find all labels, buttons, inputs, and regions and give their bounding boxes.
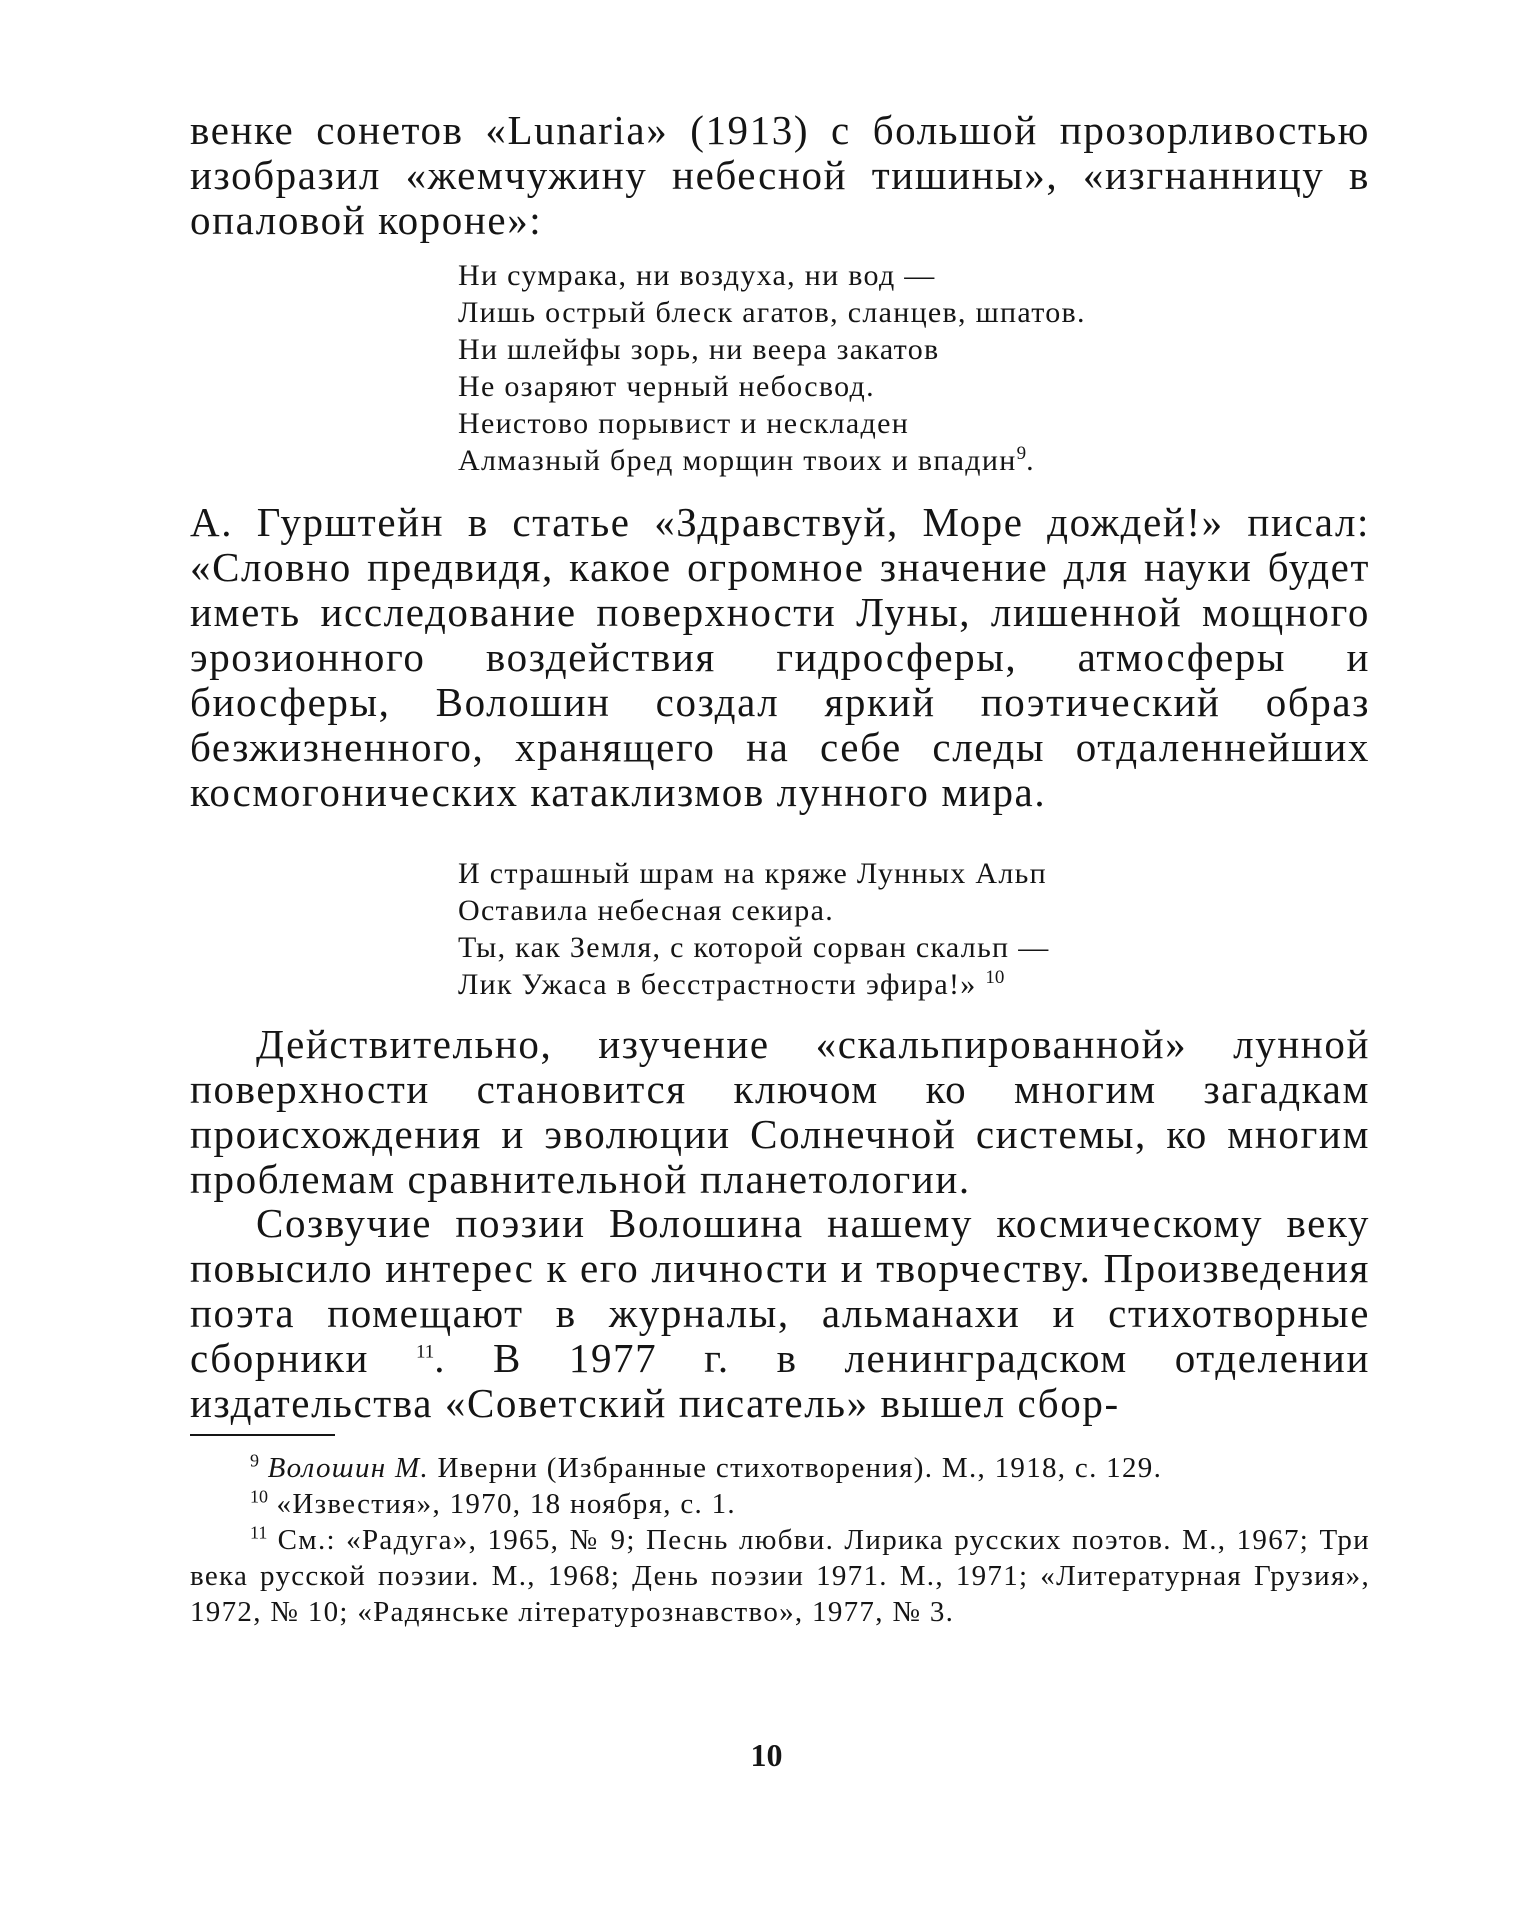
verse-line: Ты, как Земля, с которой сорван скальп —	[458, 931, 1050, 964]
verse-line: И страшный шрам на кряже Лунных Альп	[458, 857, 1047, 890]
verse-line-last	[458, 966, 1050, 1003]
verse-line-last	[458, 442, 1086, 479]
footnote-11	[190, 1522, 1370, 1630]
footnote-number: 11	[250, 1522, 268, 1543]
footnote-ref-11[interactable]: 11	[416, 1341, 435, 1363]
footnote-ref-9[interactable]: 9	[1016, 443, 1027, 464]
verse-line: Ни сумрака, ни воздуха, ни вод —	[458, 259, 936, 292]
verse-line: Оставила небесная секира.	[458, 894, 835, 927]
verse-lunar-alps	[458, 855, 1050, 1003]
paragraph-scalped-surface: Действительно, изучение «скальпированной» лунной поверхности становится ключом ко многим загадкам происхождения и эволюции Солнечной системы, ко многим проблемам сравнительной планетологии.	[190, 1021, 1370, 1202]
paragraph-cosmic-age	[190, 1201, 1370, 1426]
footnote-divider	[190, 1434, 335, 1436]
verse-line: Лик Ужаса в бесстрастности эфира!»	[458, 968, 977, 1001]
footnote-text: См.: «Радуга», 1965, № 9; Песнь любви. Лирика русских поэтов. М., 1967; Три века русской поэзии. М., 1968; День поэзии 1971. М., 1971; «Литературная Грузия», 1972, № 10; «Радянське літературознавство», 1977, № 3.	[190, 1524, 1370, 1628]
verse-line: Ни шлейфы зорь, ни веера закатов	[458, 333, 940, 366]
paragraph-text: . В 1977 г. в ленинградском отделении издательства «Советский писатель» вышел сбор-	[190, 1335, 1371, 1426]
paragraph-lunaria-intro: венке сонетов «Lunaria» (1913) с большой прозорливостью изобразил «жемчужину небесной тишины», «изгнанницу в опаловой короне»:	[190, 107, 1370, 243]
footnote-number: 10	[250, 1486, 268, 1507]
verse-line: Лишь острый блеск агатов, сланцев, шпатов.	[458, 296, 1086, 329]
footnote-text: Иверни (Избранные стихотворения). М., 1918, с. 129.	[429, 1452, 1163, 1484]
footnotes	[190, 1450, 1370, 1630]
verse-end-punct: .	[1026, 444, 1035, 477]
verse-line: Алмазный бред морщин твоих и впадин	[458, 444, 1017, 477]
verse-line: Не озаряют черный небосвод.	[458, 370, 875, 403]
footnote-text: «Известия», 1970, 18 ноября, с. 1.	[268, 1488, 736, 1520]
footnote-9	[190, 1450, 1370, 1486]
verse-lunaria	[458, 257, 1086, 479]
footnote-author: Волошин М.	[267, 1452, 429, 1484]
paragraph-text: Созвучие поэзии Волошина нашему космическому веку повысило интерес к его личности и творчеству. Произведения поэта помещают в журналы, альманахи и стихотворные сборники	[190, 1200, 1370, 1381]
page-number: 10	[750, 1737, 783, 1773]
verse-line: Неистово порывист и нескладен	[458, 407, 910, 440]
footnote-10	[190, 1486, 1370, 1522]
paragraph-gurshtein-quote: А. Гурштейн в статье «Здравствуй, Море дождей!» писал: «Словно предвидя, какое огромное значение для науки будет иметь исследование поверхности Луны, лишенной мощного эрозионного воздействия гидросферы, атмосферы и биосферы, Волошин создал яркий поэтический образ безжизненного, хранящего на себе следы отдаленнейших космогонических катаклизмов лунного мира.	[190, 499, 1370, 815]
footnote-ref-10[interactable]: 10	[985, 967, 1005, 988]
footnote-number: 9	[250, 1450, 259, 1471]
